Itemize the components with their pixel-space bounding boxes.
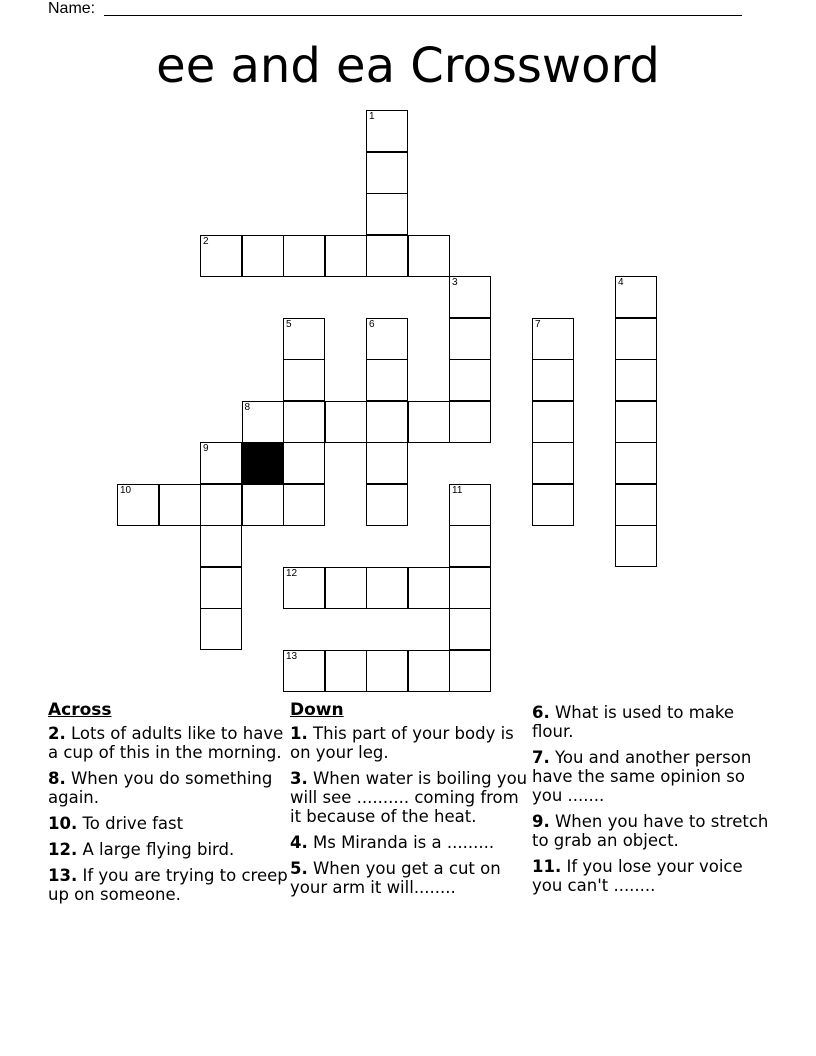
clue-item — [48, 769, 288, 807]
crossword-cell[interactable] — [408, 235, 450, 277]
clue-number: 2. — [48, 724, 66, 743]
across-heading: Across — [48, 700, 112, 720]
crossword-cell[interactable] — [449, 484, 491, 526]
crossword-cell[interactable] — [200, 442, 242, 484]
crossword-cell[interactable] — [366, 442, 408, 484]
across-list — [48, 724, 288, 904]
clue-number: 4 — [618, 277, 624, 288]
crossword-cell[interactable] — [615, 318, 657, 360]
crossword-cell[interactable] — [283, 484, 325, 526]
page-title: ee and ea Crossword — [156, 38, 660, 94]
clue-item — [532, 748, 772, 805]
clue-item — [532, 857, 772, 895]
crossword-cell[interactable] — [200, 567, 242, 609]
clue-number: 7 — [535, 318, 541, 330]
clue-number: 13. — [48, 866, 78, 885]
crossword-cell[interactable] — [366, 401, 408, 443]
clue-text: A large flying bird. — [77, 840, 235, 859]
crossword-cell[interactable] — [408, 650, 450, 692]
crossword-cell[interactable] — [615, 442, 657, 484]
crossword-cell[interactable] — [449, 525, 491, 567]
crossword-cell[interactable] — [366, 359, 408, 401]
clue-item — [290, 724, 530, 762]
crossword-cell[interactable] — [325, 401, 367, 443]
crossword-cell[interactable] — [366, 567, 408, 609]
clue-number: 6 — [369, 318, 375, 330]
down-clues — [290, 700, 530, 904]
clue-text: When you have to stretch to grab an object. — [532, 812, 769, 850]
crossword-cell[interactable] — [283, 359, 325, 401]
clue-number: 4. — [290, 833, 308, 852]
clue-item — [48, 866, 288, 904]
down-list — [290, 724, 530, 897]
crossword-cell[interactable] — [615, 525, 657, 567]
crossword-cell[interactable] — [366, 318, 408, 360]
crossword-cell[interactable] — [615, 359, 657, 401]
crossword-cell[interactable] — [283, 235, 325, 277]
clue-item — [48, 814, 288, 833]
clue-item — [290, 859, 530, 897]
crossword-cell[interactable] — [283, 442, 325, 484]
crossword-cell[interactable] — [200, 525, 242, 567]
crossword-cell[interactable] — [283, 318, 325, 360]
crossword-cell[interactable] — [325, 567, 367, 609]
clue-number: 3. — [290, 769, 308, 788]
name-label: Name: — [48, 0, 96, 17]
crossword-cell[interactable] — [366, 110, 408, 152]
crossword-cell[interactable] — [159, 484, 201, 526]
crossword-cell[interactable] — [200, 608, 242, 650]
crossword-cell[interactable] — [532, 484, 574, 526]
clue-text: Ms Miranda is a ......... — [307, 833, 495, 852]
clue-number: 8. — [48, 769, 66, 788]
clue-item — [48, 840, 288, 859]
clue-text: This part of your body is on your leg. — [290, 724, 514, 762]
crossword-cell[interactable] — [532, 442, 574, 484]
clue-number: 6. — [532, 703, 550, 722]
crossword-cell[interactable] — [366, 152, 408, 194]
clue-number: 10. — [48, 814, 78, 833]
clue-number: 11. — [532, 857, 562, 876]
clue-number: 1 — [369, 111, 375, 122]
crossword-cell[interactable] — [449, 567, 491, 609]
crossword-cell[interactable] — [242, 401, 284, 443]
crossword-cell[interactable] — [283, 401, 325, 443]
clue-number: 8 — [244, 401, 251, 413]
crossword-cell[interactable] — [283, 567, 325, 609]
crossword-cell[interactable] — [325, 650, 367, 692]
clue-text: If you are trying to creep up on someone. — [48, 866, 288, 904]
clue-number: 9. — [532, 812, 550, 831]
clue-text: When water is boiling you will see .......... coming from it because of the heat. — [290, 769, 528, 826]
clue-number: 11 — [452, 484, 463, 496]
clue-number: 9 — [203, 443, 209, 454]
crossword-cell[interactable] — [449, 650, 491, 692]
crossword-cell[interactable] — [449, 318, 491, 360]
clue-number: 13 — [286, 650, 298, 662]
crossword-cell[interactable] — [532, 401, 574, 443]
clue-number: 1. — [290, 724, 308, 743]
crossword-cell[interactable] — [532, 359, 574, 401]
clue-item — [532, 812, 772, 850]
clue-text: When you get a cut on your arm it will........ — [290, 859, 501, 897]
clue-text: To drive fast — [77, 814, 184, 833]
crossword-cell[interactable] — [200, 484, 242, 526]
crossword-cell[interactable] — [532, 318, 574, 360]
crossword-cell[interactable] — [283, 650, 325, 692]
crossword-cell[interactable] — [449, 401, 491, 443]
crossword-cell[interactable] — [408, 401, 450, 443]
crossword-cell[interactable] — [242, 484, 284, 526]
down-list — [532, 703, 772, 895]
crossword-cell[interactable] — [366, 484, 408, 526]
crossword-cell[interactable] — [242, 235, 284, 277]
clue-text: You and another person have the same opinion so you ....... — [532, 748, 752, 805]
crossword-cell[interactable] — [449, 608, 491, 650]
crossword-cell[interactable] — [366, 193, 408, 235]
crossword-cell[interactable] — [615, 484, 657, 526]
black-cell — [242, 442, 284, 484]
crossword-cell[interactable] — [117, 484, 159, 526]
crossword-cell[interactable] — [408, 567, 450, 609]
clue-text: When you do something again. — [48, 769, 273, 807]
crossword-cell[interactable] — [615, 401, 657, 443]
down-clues-continued — [532, 703, 772, 902]
clue-number: 3 — [452, 277, 458, 288]
clue-number: 12. — [48, 840, 78, 859]
across-clues — [48, 700, 288, 911]
crossword-cell[interactable] — [366, 650, 408, 692]
crossword-cell[interactable] — [200, 235, 242, 277]
name-line[interactable] — [104, 15, 742, 16]
crossword-cell[interactable] — [325, 235, 367, 277]
crossword-cell[interactable] — [615, 276, 657, 318]
clue-number: 12 — [286, 567, 298, 579]
clue-number: 7. — [532, 748, 550, 767]
clue-item — [532, 703, 772, 741]
clue-number: 2 — [203, 235, 209, 247]
clue-item — [290, 833, 530, 852]
clue-number: 5 — [286, 318, 292, 330]
clue-number: 10 — [120, 484, 132, 496]
clue-text: Lots of adults like to have a cup of this in the morning. — [48, 724, 284, 762]
clue-number: 5. — [290, 859, 308, 878]
clue-text: What is used to make flour. — [532, 703, 735, 741]
clue-text: If you lose your voice you can't ........ — [532, 857, 743, 895]
crossword-cell[interactable] — [366, 235, 408, 277]
down-heading: Down — [290, 700, 344, 720]
clue-item — [48, 724, 288, 762]
crossword-cell[interactable] — [449, 359, 491, 401]
clue-item — [290, 769, 530, 826]
crossword-cell[interactable] — [449, 276, 491, 318]
